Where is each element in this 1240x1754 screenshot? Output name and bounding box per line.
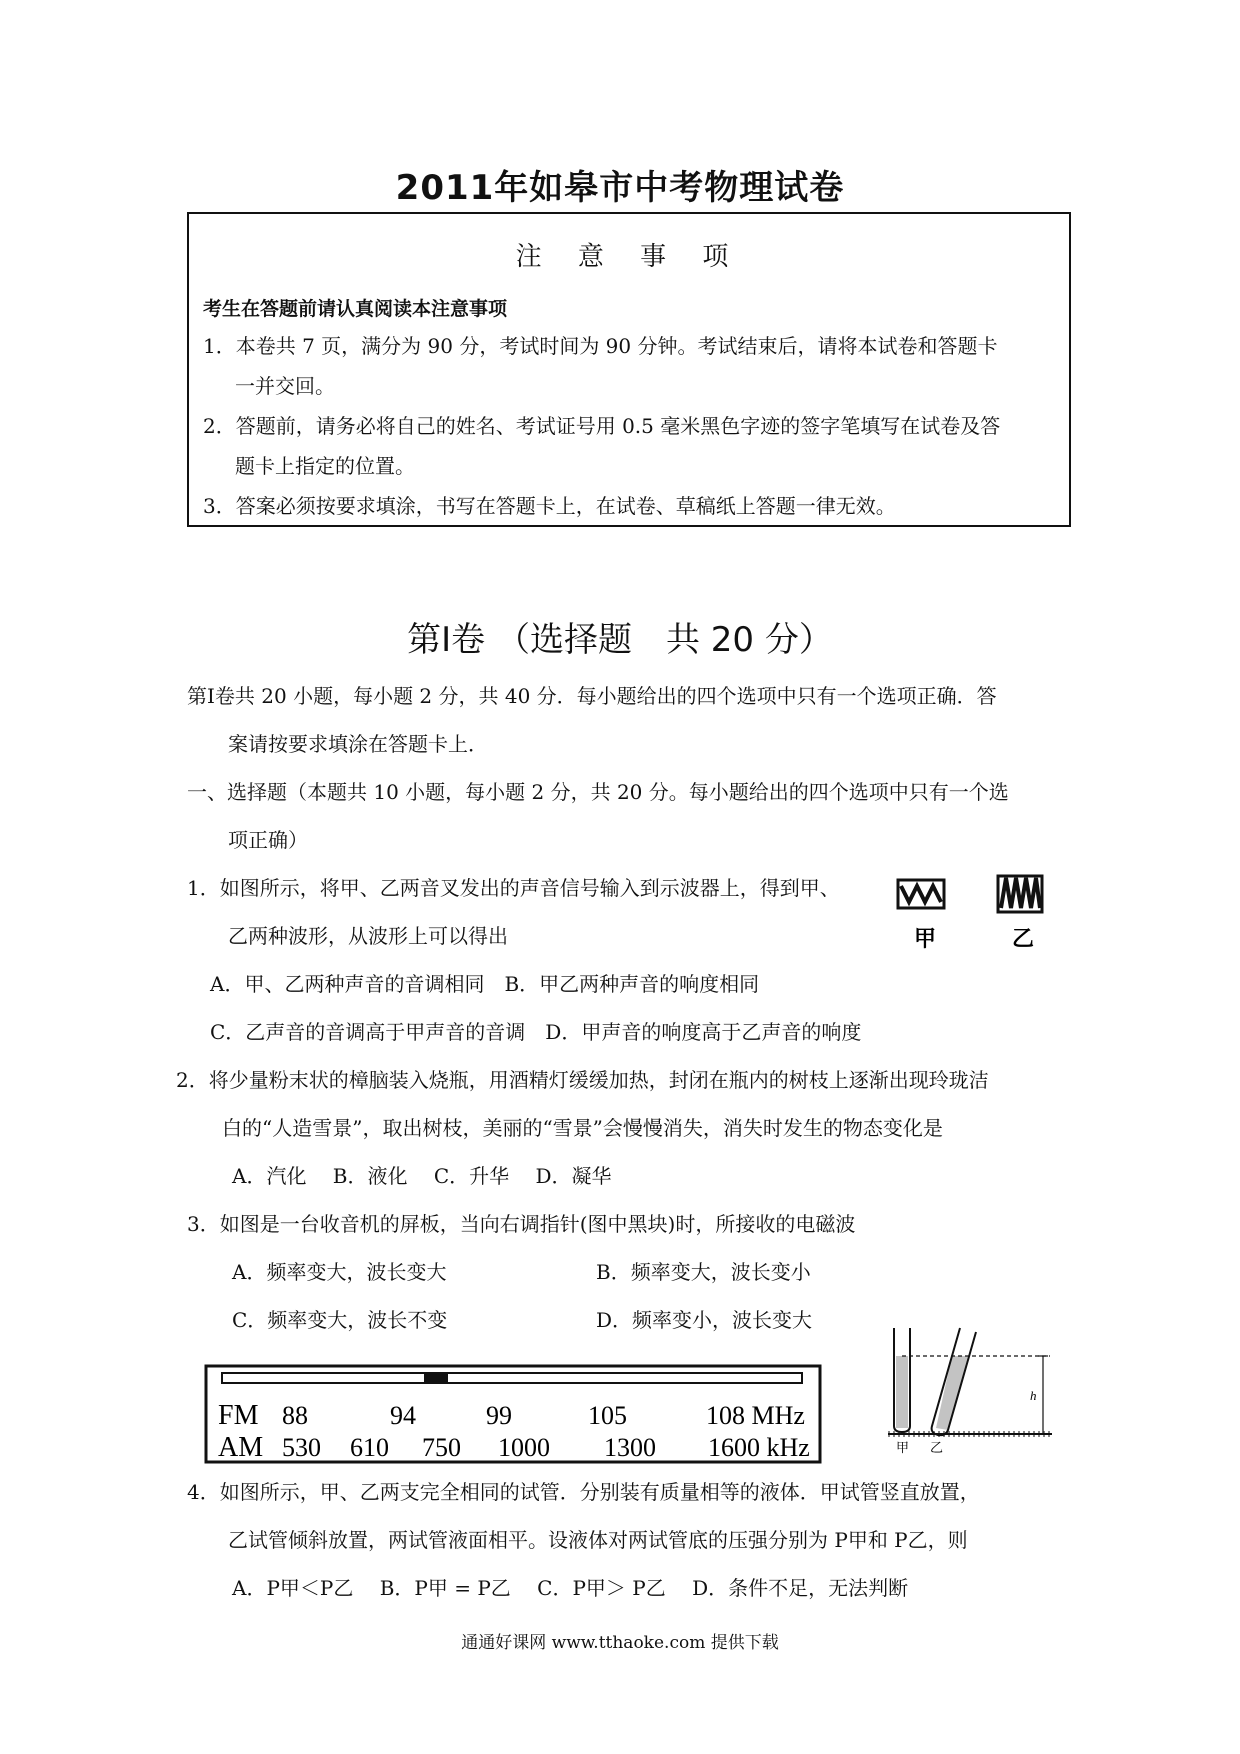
section-intro-line2: 案请按要求填涂在答题卡上． (228, 732, 488, 756)
test-tube-figure (880, 1326, 1070, 1454)
part-heading-line2: 项正确） (228, 828, 308, 852)
q1-stem-line1: 1．如图所示，将甲、乙两音叉发出的声音信号输入到示波器上，得到甲、 (187, 876, 840, 900)
section-intro-line1: 第Ⅰ卷共 20 小题，每小题 2 分，共 40 分．每小题给出的四个选项中只有一个选项正确．答 (187, 684, 997, 708)
notice-item-2-cont: 题卡上指定的位置。 (235, 454, 415, 478)
part-heading-line1: 一、选择题（本题共 10 小题，每小题 2 分，共 20 分。每小题给出的四个选项中只有一个选 (187, 780, 1009, 804)
q3-option-c: C．频率变大，波长不变 (232, 1308, 448, 1332)
q3-option-a: A．频率变大，波长变大 (232, 1260, 447, 1284)
q4-stem-line2: 乙试管倾斜放置，两试管液面相平。设液体对两试管底的压强分别为 P甲和 P乙，则 (228, 1528, 968, 1552)
q3-stem: 3．如图是一台收音机的屏板，当向右调指针(图中黑块)时，所接收的电磁波 (187, 1212, 856, 1236)
q3-option-b: B．频率变大，波长变小 (596, 1260, 811, 1284)
dial-pointer (424, 1372, 448, 1384)
q2-stem-line1: 2．将少量粉末状的樟脑装入烧瓶，用酒精灯缓缓加热，封闭在瓶内的树枝上逐渐出现玲珑洁 (176, 1068, 989, 1092)
notice-heading: 注 意 事 项 (515, 242, 743, 272)
tube-jia-liquid (896, 1356, 908, 1428)
am-tick: 1600 kHz (708, 1433, 810, 1462)
radio-dial-figure (204, 1364, 824, 1466)
q4-options: A．P甲＜P乙 B．P甲 = P乙 C．P甲＞ P乙 D．条件不足，无法判断 (232, 1576, 909, 1600)
q1-stem-line2: 乙两种波形，从波形上可以得出 (228, 924, 508, 948)
notice-box (187, 212, 1071, 527)
section-title: 第Ⅰ卷 （选择题 共 20 分） (407, 620, 833, 660)
am-tick: 750 (422, 1433, 461, 1462)
q1-waveform-figure (890, 872, 1070, 962)
notice-subheading: 考生在答题前请认真阅读本注意事项 (203, 298, 508, 320)
notice-item-1: 1．本卷共 7 页，满分为 90 分，考试时间为 90 分钟。考试结束后，请将本试卷和答题卡 (203, 334, 998, 358)
notice-item-1-cont: 一并交回。 (235, 374, 335, 398)
q1-options-ab: A．甲、乙两种声音的音调相同 B．甲乙两种声音的响度相同 (210, 972, 760, 996)
notice-item-3: 3．答案必须按要求填涂，书写在答题卡上，在试卷、草稿纸上答题一律无效。 (203, 494, 896, 518)
dial-track (222, 1373, 802, 1383)
notice-item-2: 2．答题前，请务必将自己的姓名、考试证号用 0.5 毫米黑色字迹的签字笔填写在试卷及答 (203, 414, 1001, 438)
q4-stem-line1: 4．如图所示，甲、乙两支完全相同的试管．分别装有质量相等的液体．甲试管竖直放置， (187, 1480, 980, 1504)
am-tick: 610 (350, 1433, 389, 1462)
tube-label-jia: 甲 (896, 1440, 910, 1454)
fm-label: FM (218, 1400, 259, 1431)
fm-tick: 94 (390, 1401, 416, 1430)
tube-label-yi: 乙 (930, 1440, 944, 1454)
am-tick: 1300 (604, 1433, 656, 1462)
waveform-label-jia: 甲 (914, 926, 937, 951)
am-label: AM (218, 1432, 264, 1463)
height-label: h (1030, 1388, 1037, 1403)
q2-options: A．汽化 B．液化 C．升华 D．凝华 (232, 1164, 612, 1188)
am-tick: 1000 (498, 1433, 550, 1462)
waveform-label-yi: 乙 (1012, 926, 1035, 951)
waveform-yi (1001, 878, 1040, 908)
page-footer: 通通好课网 www.tthaoke.com 提供下载 (461, 1633, 779, 1653)
fm-tick: 99 (486, 1401, 512, 1430)
am-tick: 530 (282, 1433, 321, 1462)
page-title: 2011年如皋市中考物理试卷 (395, 168, 845, 208)
tube-yi (932, 1328, 976, 1435)
fm-tick: 105 (588, 1401, 627, 1430)
fm-tick: 108 MHz (706, 1401, 805, 1430)
q1-options-cd: C．乙声音的音调高于甲声音的音调 D．甲声音的响度高于乙声音的响度 (210, 1020, 862, 1044)
waveform-jia (901, 886, 941, 902)
q2-stem-line2: 白的“人造雪景”，取出树枝，美丽的“雪景”会慢慢消失，消失时发生的物态变化是 (222, 1116, 943, 1140)
fm-tick: 88 (282, 1401, 308, 1430)
q3-option-d: D．频率变小，波长变大 (596, 1308, 813, 1332)
